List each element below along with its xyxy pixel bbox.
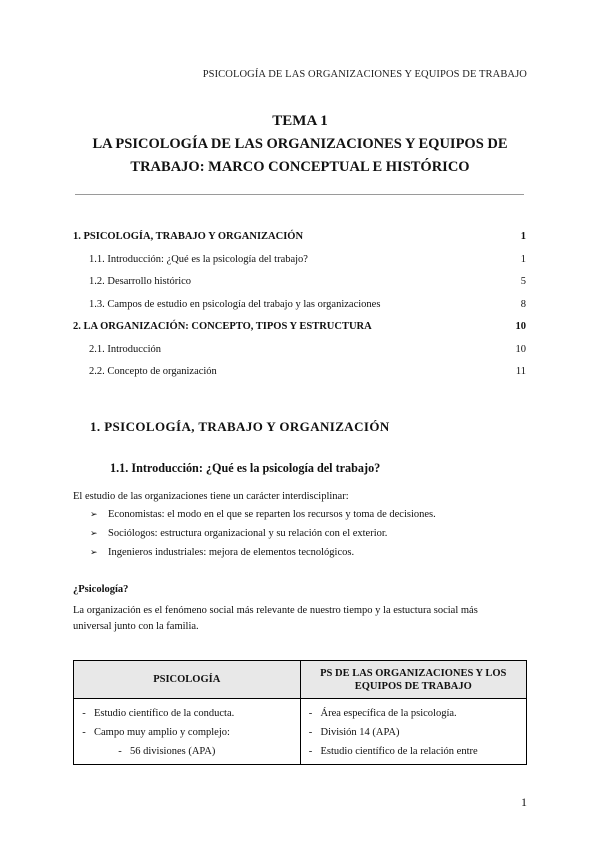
title-line-1: TEMA 1: [272, 113, 328, 129]
title-line-2: LA PSICOLOGÍA DE LAS ORGANIZACIONES Y EQUIPOS DE: [92, 136, 508, 152]
body-paragraph: [73, 603, 527, 635]
question-heading: ¿Psicología?: [73, 584, 129, 595]
toc-entry-label: 2.1. Introducción: [89, 343, 162, 355]
toc-entry-page: 1: [520, 253, 526, 265]
list-item: - Estudio científico de la relación entre: [301, 742, 527, 761]
toc-entry-label: 2.2. Concepto de organización: [89, 366, 217, 377]
running-header: PSICOLOGÍA DE LAS ORGANIZACIONES Y EQUIPOS DE TRABAJO: [202, 69, 527, 80]
list-item-text: Ingenieros industriales: mejora de elementos tecnológicos.: [108, 547, 355, 558]
list-subitem: - 56 divisiones (APA): [74, 742, 300, 761]
toc-entry-label: 2. LA ORGANIZACIÓN: CONCEPTO, TIPOS Y ESTRUCTURA: [73, 321, 372, 332]
title-divider: [75, 194, 524, 195]
toc-entry-label: 1.2. Desarrollo histórico: [89, 276, 192, 287]
table-header-ps-organizaciones: PS DE LAS ORGANIZACIONES Y LOS EQUIPOS DE TRABAJO: [300, 661, 527, 699]
table-header-psicologia: PSICOLOGÍA: [74, 661, 301, 699]
toc-entry-page: 5: [520, 276, 526, 287]
list-item-text: Área específica de la psicología.: [320, 708, 457, 719]
toc-entry[interactable]: [73, 252, 526, 275]
toc-entry-page: 10: [515, 321, 526, 332]
list-item: [90, 508, 436, 527]
list-item: - Campo muy amplio y complejo:: [74, 723, 300, 742]
toc-entry[interactable]: [73, 364, 526, 387]
toc-entry-label: 1.3. Campos de estudio en psicología del trabajo y las organizaciones: [89, 298, 381, 310]
arrow-bullet-icon: ➢: [90, 529, 98, 539]
list-item: [90, 527, 436, 546]
table-header-row: [74, 661, 527, 699]
intro-paragraph: El estudio de las organizaciones tiene un carácter interdisciplinar:: [73, 491, 349, 502]
document-title: [0, 110, 600, 178]
list-item: - Área específica de la psicología.: [301, 704, 527, 723]
comparison-table: [73, 660, 527, 765]
toc-entry[interactable]: [73, 297, 526, 320]
list-item-text: Economistas: el modo en el que se reparten los recursos y toma de decisiones.: [108, 509, 436, 520]
page-number: 1: [521, 795, 527, 809]
toc-entry-label: 1.1. Introducción: ¿Qué es la psicología del trabajo?: [89, 253, 308, 265]
paragraph-line: La organización es el fenómeno social más relevante de nuestro tiempo y la estuctura social más: [73, 605, 478, 616]
arrow-bullet-icon: ➢: [90, 510, 98, 520]
list-item-text: Sociólogos: estructura organizacional y su relación con el exterior.: [108, 528, 388, 539]
toc-entry-label: 1. PSICOLOGÍA, TRABAJO Y ORGANIZACIÓN: [73, 231, 304, 242]
title-line-3: TRABAJO: MARCO CONCEPTUAL E HISTÓRICO: [130, 159, 470, 175]
list-item-text: 56 divisiones (APA): [130, 746, 216, 757]
subsection-heading: 1.1. Introducción: ¿Qué es la psicología del trabajo?: [110, 461, 381, 475]
toc-entry-page: 11: [515, 366, 526, 377]
toc-entry[interactable]: [73, 342, 526, 365]
toc-entry[interactable]: [73, 274, 526, 297]
list-item-text: Estudio científico de la conducta.: [94, 708, 235, 719]
paragraph-line: universal junto con la familia.: [73, 621, 199, 632]
list-item-text: División 14 (APA): [320, 727, 400, 738]
toc-entry-page: 1: [520, 231, 526, 242]
arrow-bullet-icon: ➢: [90, 548, 98, 558]
toc-entry[interactable]: [73, 229, 526, 252]
table-cell: [74, 699, 301, 765]
section-heading: 1. PSICOLOGÍA, TRABAJO Y ORGANIZACIÓN: [90, 419, 390, 434]
toc-entry-page: 8: [520, 298, 526, 310]
table-of-contents: [73, 229, 526, 387]
bullet-list: [90, 508, 436, 565]
toc-entry[interactable]: [73, 319, 526, 342]
table-cell: [300, 699, 527, 765]
list-item-text: Campo muy amplio y complejo:: [94, 727, 230, 738]
list-item-text: Estudio científico de la relación entre: [320, 746, 478, 757]
list-item: - Estudio científico de la conducta.: [74, 704, 300, 723]
list-item: [90, 546, 436, 565]
table-row: [74, 699, 527, 765]
list-item: - División 14 (APA): [301, 723, 527, 742]
toc-entry-page: 10: [515, 343, 526, 355]
